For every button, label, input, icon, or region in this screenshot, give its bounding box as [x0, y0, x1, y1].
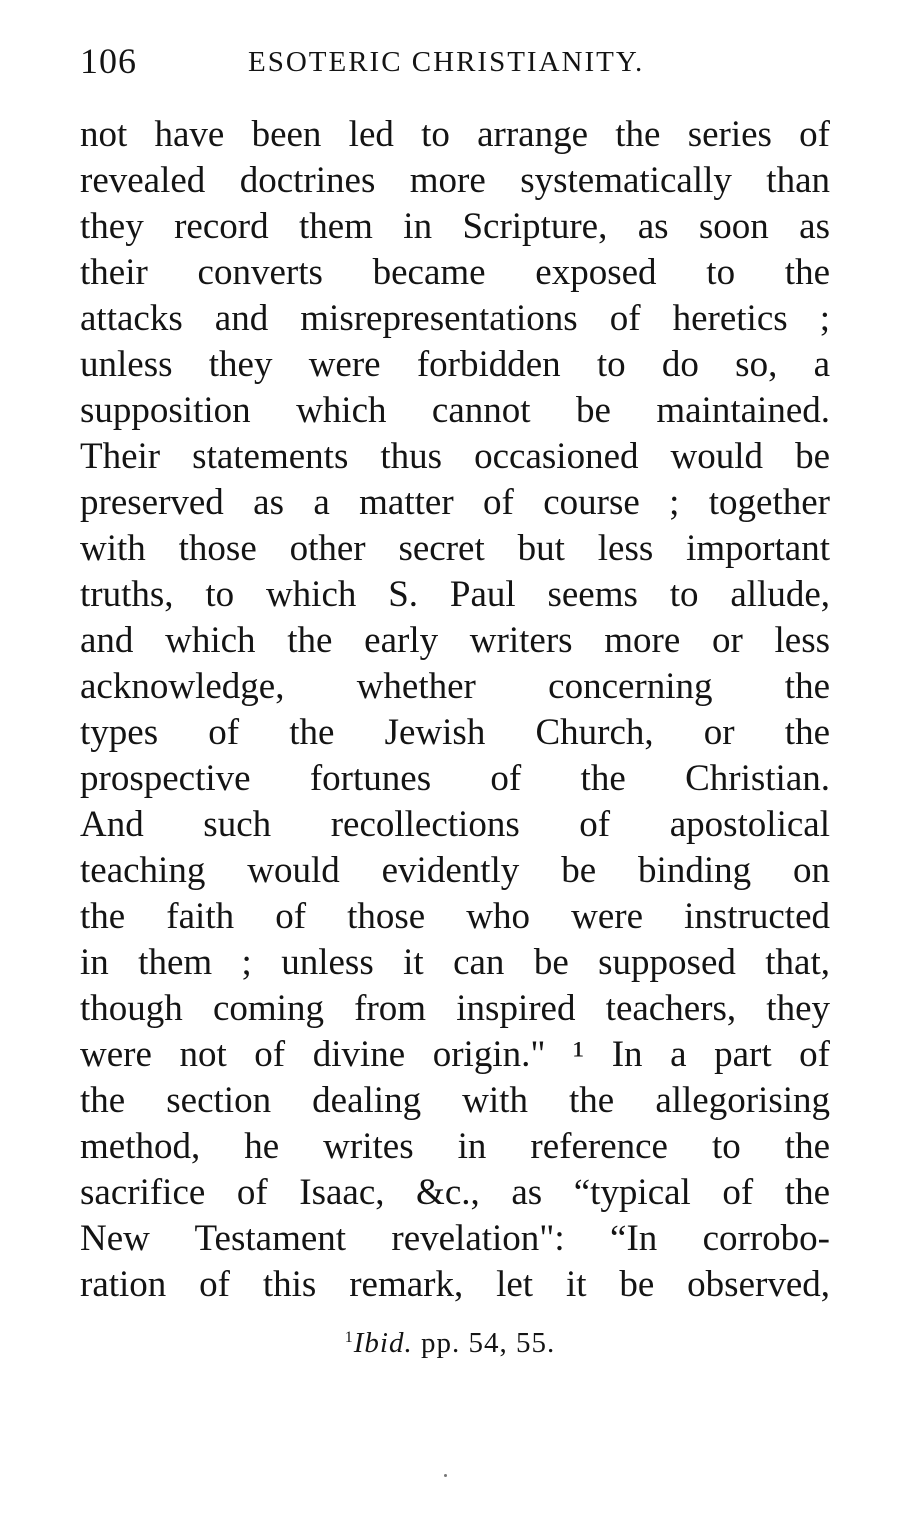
text-line: the section dealing with the allegorising — [80, 1080, 830, 1121]
text-line: sacrifice of Isaac, &c., as “typical of the — [80, 1172, 830, 1213]
text-line: types of the Jewish Church, or the — [80, 712, 830, 753]
text-line: New Testament revelation": “In corrobo- — [80, 1218, 830, 1259]
footnote-marker: 1 — [344, 1329, 354, 1346]
text-line: their converts became exposed to the — [80, 252, 830, 293]
text-line: were not of divine origin." ¹ In a part of — [80, 1034, 830, 1075]
text-line: with those other secret but less important — [80, 528, 830, 569]
text-line: in them ; unless it can be supposed that, — [80, 942, 830, 983]
footnote-pages: pp. 54, 55. — [412, 1327, 556, 1359]
text-line: unless they were forbidden to do so, a — [80, 344, 830, 385]
text-line: prospective fortunes of the Christian. — [80, 758, 830, 799]
text-line: Their statements thus occasioned would be — [80, 436, 830, 477]
text-line: the faith of those who were instructed — [80, 896, 830, 937]
text-line: method, he writes in reference to the — [80, 1126, 830, 1167]
text-line: attacks and misrepresentations of heretics ; — [80, 298, 830, 339]
body-text — [80, 112, 830, 1308]
text-line: supposition which cannot be maintained. — [80, 390, 830, 431]
text-line: revealed doctrines more systematically than — [80, 160, 830, 201]
text-line: acknowledge, whether concerning the — [80, 666, 830, 707]
page-speck — [444, 1474, 447, 1477]
text-line: And such recollections of apostolical — [80, 804, 830, 845]
footnote — [0, 1327, 900, 1360]
running-title: ESOTERIC CHRISTIANITY. — [248, 46, 645, 78]
page-number: 106 — [80, 41, 137, 81]
text-line: and which the early writers more or less — [80, 620, 830, 661]
text-line: they record them in Scripture, as soon as — [80, 206, 830, 247]
text-line: ration of this remark, let it be observed, — [80, 1264, 830, 1305]
text-line: truths, to which S. Paul seems to allude, — [80, 574, 830, 615]
text-line: preserved as a matter of course ; together — [80, 482, 830, 523]
text-line: not have been led to arrange the series of — [80, 114, 830, 155]
page-header — [80, 40, 830, 90]
text-line: teaching would evidently be binding on — [80, 850, 830, 891]
text-line: though coming from inspired teachers, they — [80, 988, 830, 1029]
footnote-ibid: Ibid. — [353, 1327, 413, 1359]
